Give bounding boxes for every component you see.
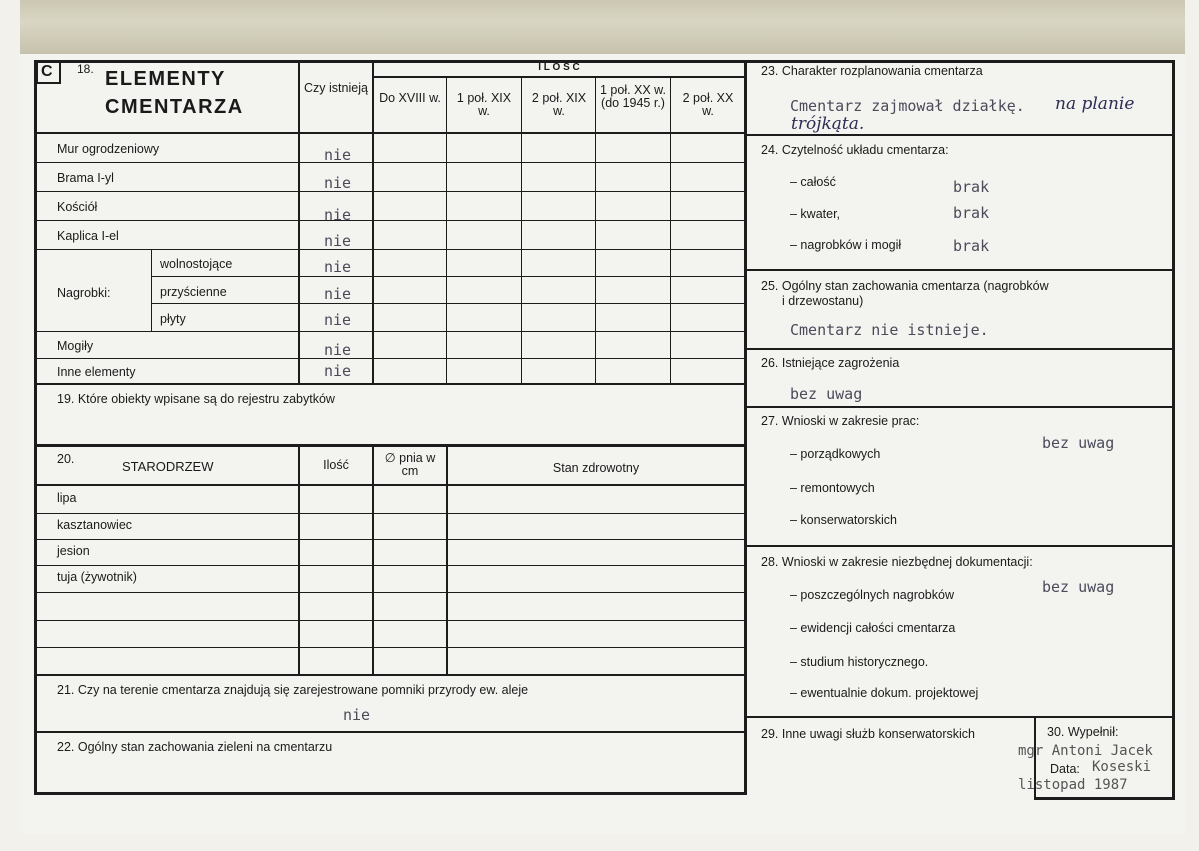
q23-typed: Cmentarz zajmował działkę. (790, 97, 1025, 115)
q30-label: 30. Wypełnił: (1047, 725, 1119, 739)
q26-answer: bez uwag (790, 385, 863, 403)
q24-item-calosc: – całość (790, 175, 836, 189)
q28-item-projektowej: – ewentualnie dokum. projektowej (790, 686, 979, 700)
tree-lipa: lipa (57, 491, 77, 505)
col-header-xviii: Do XVIII w. (379, 91, 441, 105)
q23-handwritten-2: trójkąta. (791, 114, 865, 134)
value-kaplica: nie (324, 232, 352, 250)
q20-number: 20. (57, 452, 75, 466)
row-label-nagrobki: Nagrobki: (57, 286, 111, 300)
row-label-wolnostojace: wolnostojące (160, 257, 233, 271)
q24-item-kwater: – kwater, (790, 207, 841, 221)
q20-title: STARODRZEW (122, 459, 214, 474)
q23-label: 23. Charakter rozplanowania cmentarza (761, 64, 983, 78)
date-value: listopad 1987 (1018, 777, 1128, 793)
q27-item-konserwatorskich: – konserwatorskich (790, 513, 897, 527)
q20-col-diameter: ∅ pnia w cm (384, 451, 436, 478)
section-letter: C (41, 63, 53, 80)
q24-value-kwater: brak (953, 204, 990, 222)
q20-col-stan: Stan zdrowotny (552, 461, 640, 475)
q27-item-porzadkowych: – porządkowych (790, 447, 881, 461)
q25-label-line1: 25. Ogólny stan zachowania cmentarza (nagrobków (761, 279, 1049, 293)
q19-label: 19. Które obiekty wpisane są do rejestru zabytków (57, 392, 335, 406)
row-label-mogily: Mogiły (57, 339, 94, 353)
row-label-mur: Mur ogrodzeniowy (57, 142, 160, 156)
q20-col-ilosc: Ilość (323, 458, 349, 472)
q28-item-nagrobkow: – poszczególnych nagrobków (790, 588, 954, 602)
row-label-przyscienne: przyścienne (160, 285, 227, 299)
q25-label-line2: i drzewostanu) (782, 294, 864, 308)
date-label: Data: (1050, 762, 1080, 776)
q25-answer: Cmentarz nie istnieje. (790, 321, 989, 339)
q28-answer: bez uwag (1042, 578, 1115, 596)
section-title-line1: ELEMENTY (105, 68, 226, 90)
q28-item-studium: – studium historycznego. (790, 655, 929, 669)
q24-value-nagrobki: brak (953, 237, 990, 255)
row-label-kosciol: Kościół (57, 200, 98, 214)
q28-label: 28. Wnioski w zakresie niezbędnej dokumentacji: (761, 555, 1033, 569)
col-header-1pol-xx: 1 poł. XX w. (do 1945 r.) (599, 83, 666, 110)
q22-label: 22. Ogólny stan zachowania zieleni na cmentarzu (57, 740, 333, 754)
q27-answer: bez uwag (1042, 434, 1115, 452)
row-label-kaplica: Kaplica I-el (57, 229, 119, 243)
q24-item-nagrobki: – nagrobków i mogił (790, 238, 902, 252)
value-mogily: nie (324, 341, 352, 359)
q30-name-line2: Koseski (1092, 759, 1152, 775)
col-header-ilosc: I L O Ś Ć (538, 62, 580, 73)
tree-jesion: jesion (57, 544, 90, 558)
tree-kasztanowiec: kasztanowiec (57, 518, 133, 532)
q27-item-remontowych: – remontowych (790, 481, 875, 495)
col-header-2pol-xix: 2 poł. XIX w. (531, 91, 587, 118)
q27-label: 27. Wnioski w zakresie prac: (761, 414, 920, 428)
tree-tuja: tuja (żywotnik) (57, 570, 137, 584)
section-number: 18. (77, 62, 94, 76)
col-header-1pol-xix: 1 poł. XIX w. (456, 91, 512, 118)
q28-item-ewidencji: – ewidencji całości cmentarza (790, 621, 956, 635)
section-title-line2: CMENTARZA (105, 96, 244, 118)
q23-handwritten-1: na planie (1055, 94, 1135, 114)
value-inne: nie (324, 362, 352, 380)
value-plyty: nie (324, 311, 352, 329)
row-label-inne: Inne elementy (57, 365, 136, 379)
col-header-exists: Czy istnieją (304, 81, 368, 95)
q30-name-line1: mgr Antoni Jacek (1018, 743, 1153, 759)
value-wolnostojace: nie (324, 258, 352, 276)
q21-label: 21. Czy na terenie cmentarza znajdują się zarejestrowane pomniki przyrody ew. aleje (57, 683, 529, 697)
form-card (20, 54, 1185, 834)
value-przyscienne: nie (324, 285, 352, 303)
q24-label: 24. Czytelność układu cmentarza: (761, 143, 949, 157)
q26-label: 26. Istniejące zagrożenia (761, 356, 900, 370)
binding-strip (20, 0, 1185, 55)
col-header-2pol-xx: 2 poł. XX w. (682, 91, 734, 118)
q21-answer: nie (343, 706, 371, 724)
value-brama: nie (324, 174, 352, 192)
value-mur: nie (324, 146, 352, 164)
row-label-plyty: płyty (160, 312, 186, 326)
value-kosciol: nie (324, 206, 352, 224)
row-label-brama: Brama I-yl (57, 171, 114, 185)
q24-value-calosc: brak (953, 178, 990, 196)
q29-label: 29. Inne uwagi służb konserwatorskich (761, 727, 976, 741)
